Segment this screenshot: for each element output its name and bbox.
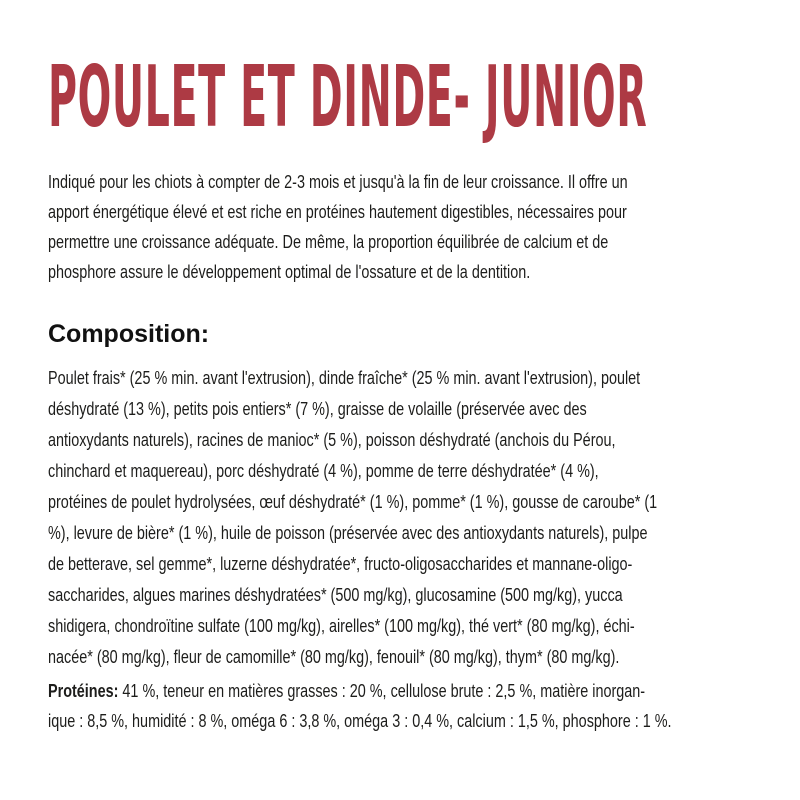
intro-line: apport énergétique élevé et est riche en protéines hautement digestibles, nécessaires pour <box>48 202 627 222</box>
intro-paragraph <box>48 167 773 287</box>
page-title: POULET ET DINDE- JUNIOR <box>48 48 648 147</box>
analysis-line <box>48 676 672 706</box>
proteins-label: Protéines: <box>48 681 119 701</box>
composition-line: de betterave, sel gemme*, luzerne déshydratée*, fructo-oligosaccharides et mannane-oligo- <box>48 554 633 574</box>
intro-line: phosphore assure le développement optimal de l'ossature et de la dentition. <box>48 262 531 282</box>
analysis-line: ique : 8,5 %, humidité : 8 %, oméga 6 : 3,8 %, oméga 3 : 0,4 %, calcium : 1,5 %, phosphore : 1 %. <box>48 711 672 731</box>
composition-line: Poulet frais* (25 % min. avant l'extrusion), dinde fraîche* (25 % min. avant l'extrusion), poulet <box>48 368 641 388</box>
composition-line: protéines de poulet hydrolysées, œuf déshydraté* (1 %), pomme* (1 %), gousse de caroube* (1 <box>48 492 658 512</box>
composition-line: déshydraté (13 %), petits pois entiers* (7 %), graisse de volaille (préservée avec des <box>48 399 587 419</box>
composition-paragraph <box>48 363 800 673</box>
composition-line: shidigera, chondroïtine sulfate (100 mg/kg), airelles* (100 mg/kg), thé vert* (80 mg/kg), échi- <box>48 616 635 636</box>
composition-line: %), levure de bière* (1 %), huile de poisson (préservée avec des antioxydants naturels), pulpe <box>48 523 648 543</box>
composition-heading: Composition: <box>48 320 210 348</box>
analysis-line-rest: 41 %, teneur en matières grasses : 20 %, cellulose brute : 2,5 %, matière inorgan- <box>118 681 646 701</box>
intro-line: Indiqué pour les chiots à compter de 2-3 mois et jusqu'à la fin de leur croissance. Il offre un <box>48 172 628 192</box>
composition-line: antioxydants naturels), racines de manioc* (5 %), poisson déshydraté (anchois du Pérou, <box>48 430 616 450</box>
composition-line: chinchard et maquereau), porc déshydraté (4 %), pomme de terre déshydratée* (4 %), <box>48 461 599 481</box>
composition-line: saccharides, algues marines déshydratées* (500 mg/kg), glucosamine (500 mg/kg), yucca <box>48 585 623 605</box>
intro-line: permettre une croissance adéquate. De même, la proportion équilibrée de calcium et de <box>48 232 609 252</box>
composition-line: nacée* (80 mg/kg), fleur de camomille* (80 mg/kg), fenouil* (80 mg/kg), thym* (80 mg/kg). <box>48 647 620 667</box>
analytical-constituents-paragraph <box>48 676 800 736</box>
